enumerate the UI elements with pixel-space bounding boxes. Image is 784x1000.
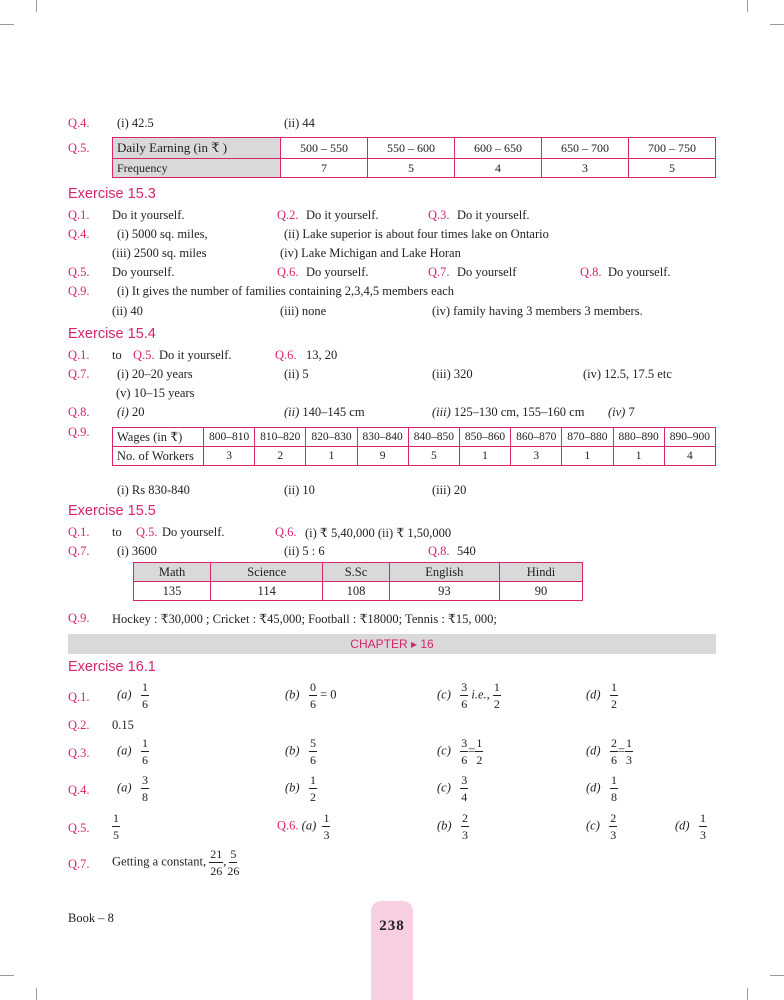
table-header-cell: Daily Earning (in ₹ ) bbox=[113, 138, 281, 159]
answer-text: Do yourself. bbox=[162, 525, 225, 539]
answer-text: (iv) family having 3 members 3 members. bbox=[432, 304, 643, 318]
answer-text: to bbox=[112, 525, 122, 539]
answer-text: to bbox=[112, 348, 122, 362]
answer-text: (v) 10–15 years bbox=[116, 386, 195, 400]
answer-index: (c) bbox=[437, 780, 451, 795]
answer-text: (i) 42.5 bbox=[117, 116, 154, 130]
answer-text: (iv) Lake Michigan and Lake Horan bbox=[280, 246, 461, 260]
table-header-cell: Math bbox=[134, 563, 211, 582]
answer-index: (c) bbox=[437, 743, 451, 758]
table-cell: 135 bbox=[134, 582, 211, 601]
table-cell: 870–880 bbox=[562, 428, 613, 447]
question-label: Q.8. bbox=[68, 405, 90, 419]
question-label: Q.1. bbox=[68, 348, 90, 362]
answer-text: (iii) none bbox=[280, 304, 327, 318]
answer-item bbox=[117, 681, 149, 710]
question-label: Q.6. bbox=[275, 525, 297, 539]
answer-index: (b) bbox=[285, 743, 300, 758]
answer-text: (ii) 5 bbox=[284, 367, 309, 381]
question-label: Q.2. bbox=[68, 718, 90, 732]
question-label: Q.3. bbox=[428, 208, 450, 222]
answer-text: (iii) 2500 sq. miles bbox=[112, 246, 207, 260]
table-cell: 5 bbox=[408, 447, 459, 466]
fraction bbox=[141, 737, 149, 766]
answer-item bbox=[437, 774, 468, 803]
numerator: 1 bbox=[141, 680, 148, 694]
denominator: 6 bbox=[309, 697, 316, 711]
equation-text: = 0 bbox=[320, 687, 337, 702]
answer-index: (a) bbox=[117, 687, 132, 702]
question-label: Q.1. bbox=[68, 208, 90, 222]
answer-index: (b) bbox=[437, 818, 452, 833]
denominator: 3 bbox=[323, 828, 330, 842]
answer-text: Do yourself bbox=[457, 265, 517, 279]
answer-item bbox=[437, 812, 469, 841]
answer-item bbox=[285, 681, 337, 710]
fraction bbox=[309, 737, 317, 766]
crop-mark bbox=[770, 975, 784, 976]
comma: , bbox=[223, 854, 227, 869]
fraction bbox=[322, 812, 330, 841]
fraction bbox=[493, 681, 501, 710]
fraction bbox=[112, 812, 120, 841]
numerator: 1 bbox=[626, 736, 633, 750]
table-header-cell: Science bbox=[211, 563, 323, 582]
question-label: Q.5. bbox=[133, 348, 155, 362]
question-label: Q.9. bbox=[68, 425, 90, 439]
crop-mark bbox=[770, 24, 784, 25]
question-label: Q.6. bbox=[277, 265, 299, 279]
numerator: 1 bbox=[113, 811, 119, 825]
fraction bbox=[141, 681, 149, 710]
numerator: 1 bbox=[610, 773, 617, 787]
table-cell: 114 bbox=[211, 582, 323, 601]
answer-index: (d) bbox=[675, 818, 690, 833]
answer-item bbox=[586, 737, 633, 766]
denominator: 4 bbox=[461, 790, 468, 804]
table-cell: 5 bbox=[629, 159, 716, 178]
answer-text: (i) ₹ 5,40,000 (ii) ₹ 1,50,000 bbox=[305, 526, 452, 540]
question-label: Q.4. bbox=[68, 227, 90, 241]
denominator: 8 bbox=[610, 790, 617, 804]
answer-text: (ii) 40 bbox=[112, 304, 143, 318]
answer-text: Getting a constant, bbox=[112, 854, 207, 869]
question-label: Q.5. bbox=[68, 821, 90, 835]
question-label: Q.9. bbox=[68, 284, 90, 298]
exercise-heading: Exercise 15.4 bbox=[68, 326, 156, 342]
table-header-cell: English bbox=[389, 563, 499, 582]
denominator: 6 bbox=[309, 753, 316, 767]
subject-marks-table bbox=[133, 562, 583, 601]
denominator: 6 bbox=[461, 753, 468, 767]
denominator: 2 bbox=[476, 753, 483, 767]
denominator: 3 bbox=[610, 828, 617, 842]
answer-text: (i) Rs 830-840 bbox=[117, 483, 190, 497]
table-cell: 1 bbox=[459, 447, 510, 466]
answer-text: (i) 5000 sq. miles, bbox=[117, 227, 208, 241]
numerator: 1 bbox=[323, 811, 330, 825]
table-cell: 800–810 bbox=[204, 428, 255, 447]
denominator: 26 bbox=[227, 864, 240, 878]
table-cell: 93 bbox=[389, 582, 499, 601]
answer-index: (c) bbox=[586, 818, 600, 833]
table-header-cell: Frequency bbox=[113, 159, 281, 178]
fraction bbox=[610, 681, 618, 710]
answer-text: 13, 20 bbox=[306, 348, 338, 362]
answer-text: (i) It gives the number of families containing 2,3,4,5 members each bbox=[117, 284, 455, 298]
fraction bbox=[699, 812, 707, 841]
answer-item bbox=[277, 812, 330, 841]
answer-text: Do yourself. bbox=[608, 265, 671, 279]
table-cell: 3 bbox=[204, 447, 255, 466]
numerator: 21 bbox=[210, 847, 223, 861]
fraction bbox=[309, 681, 317, 710]
answer-item bbox=[117, 405, 144, 420]
fraction bbox=[461, 812, 469, 841]
answer-text: (ii) 5 : 6 bbox=[284, 544, 325, 558]
answer-index: (iii) bbox=[432, 405, 451, 419]
numerator: 1 bbox=[309, 773, 316, 787]
question-label: Q.5. bbox=[136, 525, 158, 539]
table-cell: 550 – 600 bbox=[368, 138, 455, 159]
page-number: 238 bbox=[379, 918, 405, 934]
answer-text: Do it yourself. bbox=[306, 208, 379, 222]
fraction bbox=[209, 848, 223, 877]
table-cell: 860–870 bbox=[511, 428, 562, 447]
numerator: 1 bbox=[493, 680, 500, 694]
answer-item bbox=[112, 812, 120, 841]
answer-text: 7 bbox=[628, 405, 635, 419]
denominator: 5 bbox=[113, 828, 119, 842]
question-label: Q.9. bbox=[68, 611, 90, 625]
answer-text: (iv) 12.5, 17.5 etc bbox=[583, 367, 672, 381]
fraction bbox=[309, 774, 317, 803]
answer-item bbox=[437, 737, 483, 766]
denominator: 6 bbox=[461, 697, 468, 711]
answer-item bbox=[112, 848, 240, 877]
crop-mark bbox=[747, 0, 748, 12]
question-label: Q.8. bbox=[428, 544, 450, 558]
answer-text: (ii) 44 bbox=[284, 116, 315, 130]
numerator: 3 bbox=[141, 773, 148, 787]
table-cell: 1 bbox=[613, 447, 664, 466]
answer-item bbox=[285, 774, 317, 803]
table-header-cell: No. of Workers bbox=[113, 447, 204, 466]
fraction bbox=[460, 774, 468, 803]
equals-sign: = bbox=[468, 743, 476, 758]
question-label: Q.3. bbox=[68, 746, 90, 760]
crop-mark bbox=[747, 988, 748, 1000]
table-cell: 1 bbox=[562, 447, 613, 466]
table-header-cell: S.Sc bbox=[323, 563, 389, 582]
page-number-tab bbox=[371, 901, 413, 1000]
question-label: Q.5. bbox=[68, 265, 90, 279]
numerator: 3 bbox=[461, 773, 468, 787]
fraction bbox=[226, 848, 240, 877]
table-cell: 650 – 700 bbox=[542, 138, 629, 159]
denominator: 3 bbox=[461, 828, 468, 842]
fraction bbox=[610, 774, 618, 803]
table-cell: 5 bbox=[368, 159, 455, 178]
answer-text: Do it yourself. bbox=[112, 208, 185, 222]
answer-text: 540 bbox=[457, 544, 476, 558]
numerator: 3 bbox=[461, 736, 468, 750]
numerator: 1 bbox=[699, 811, 706, 825]
answer-text: (ii) Lake superior is about four times lake on Ontario bbox=[284, 227, 549, 241]
question-label: Q.2. bbox=[277, 208, 299, 222]
table-cell: 7 bbox=[281, 159, 368, 178]
numerator: 5 bbox=[230, 847, 237, 861]
crop-mark bbox=[36, 0, 37, 12]
table-row bbox=[113, 447, 716, 466]
answer-index: (iv) bbox=[608, 405, 626, 419]
chapter-banner: CHAPTER ▸ 16 bbox=[68, 634, 716, 654]
answer-text: (iii) 20 bbox=[432, 483, 467, 497]
table-cell: 1 bbox=[306, 447, 357, 466]
answer-text: (iii) 320 bbox=[432, 367, 473, 381]
book-label: Book – 8 bbox=[68, 911, 114, 925]
fraction bbox=[141, 774, 149, 803]
numerator: 2 bbox=[461, 811, 468, 825]
answer-index: (a) bbox=[117, 743, 132, 758]
answer-index: (ii) bbox=[284, 405, 300, 419]
answer-item bbox=[117, 737, 149, 766]
answer-item bbox=[586, 774, 618, 803]
table-cell: 90 bbox=[499, 582, 582, 601]
answer-item bbox=[285, 737, 317, 766]
numerator: 1 bbox=[476, 736, 483, 750]
table-cell: 9 bbox=[357, 447, 408, 466]
denominator: 6 bbox=[141, 753, 148, 767]
question-label: Q.4. bbox=[68, 116, 90, 130]
numerator: 1 bbox=[141, 736, 148, 750]
table-cell: 820–830 bbox=[306, 428, 357, 447]
fraction bbox=[475, 737, 483, 766]
table-cell: 500 – 550 bbox=[281, 138, 368, 159]
denominator: 8 bbox=[141, 790, 148, 804]
question-label: Q.8. bbox=[580, 265, 602, 279]
table-header-cell: Hindi bbox=[499, 563, 582, 582]
table-cell: 3 bbox=[542, 159, 629, 178]
question-label: Q.5. bbox=[68, 141, 90, 155]
exercise-heading: Exercise 15.3 bbox=[68, 186, 156, 202]
answer-item bbox=[586, 681, 618, 710]
answer-text: Hockey : ₹30,000 ; Cricket : ₹45,000; Football : ₹18000; Tennis : ₹15, 000; bbox=[112, 612, 497, 626]
table-cell: 4 bbox=[455, 159, 542, 178]
answer-text: 0.15 bbox=[112, 718, 134, 732]
question-label: Q.4. bbox=[68, 783, 90, 797]
table-cell: 700 – 750 bbox=[629, 138, 716, 159]
table-row bbox=[113, 428, 716, 447]
question-label: Q.6. bbox=[275, 348, 297, 362]
question-label: Q.7. bbox=[428, 265, 450, 279]
numerator: 2 bbox=[610, 811, 617, 825]
wages-table bbox=[112, 427, 716, 466]
table-cell: 830–840 bbox=[357, 428, 408, 447]
table-row bbox=[134, 563, 583, 582]
denominator: 6 bbox=[141, 697, 148, 711]
question-label: Q.6. bbox=[277, 818, 299, 833]
question-label: Q.7. bbox=[68, 367, 90, 381]
denominator: 6 bbox=[610, 753, 617, 767]
answer-index: (d) bbox=[586, 780, 601, 795]
table-cell: 3 bbox=[511, 447, 562, 466]
answer-item bbox=[675, 812, 707, 841]
answer-index: (a) bbox=[117, 780, 132, 795]
table-cell: 890–900 bbox=[664, 428, 715, 447]
crop-mark bbox=[0, 975, 14, 976]
table-row bbox=[113, 159, 716, 178]
answer-text: Do it yourself. bbox=[457, 208, 530, 222]
exercise-heading: Exercise 16.1 bbox=[68, 659, 156, 675]
answer-index: (b) bbox=[285, 780, 300, 795]
answer-text: Do yourself. bbox=[306, 265, 369, 279]
answer-text: (i) 20–20 years bbox=[117, 367, 193, 381]
answer-text: 20 bbox=[131, 405, 145, 419]
answer-index: (b) bbox=[285, 687, 300, 702]
answer-index: (a) bbox=[301, 818, 317, 833]
crop-mark bbox=[0, 24, 14, 25]
numerator: 0 bbox=[309, 680, 316, 694]
table-cell: 810–820 bbox=[255, 428, 306, 447]
answer-text: Do yourself. bbox=[112, 265, 175, 279]
numerator: 1 bbox=[610, 680, 617, 694]
table-row bbox=[134, 582, 583, 601]
table-cell: 880–890 bbox=[613, 428, 664, 447]
answer-item bbox=[608, 405, 635, 420]
question-label: Q.7. bbox=[68, 544, 90, 558]
answer-item bbox=[117, 774, 149, 803]
denominator: 26 bbox=[210, 864, 223, 878]
fraction bbox=[625, 737, 633, 766]
denominator: 2 bbox=[309, 790, 316, 804]
answer-index: (d) bbox=[586, 687, 601, 702]
denominator: 2 bbox=[610, 697, 617, 711]
answer-index: (c) bbox=[437, 687, 451, 702]
answer-index: (i) bbox=[117, 405, 129, 419]
answer-item bbox=[432, 405, 584, 420]
question-label: Q.1. bbox=[68, 690, 90, 704]
numerator: 2 bbox=[610, 736, 617, 750]
table-cell: 4 bbox=[664, 447, 715, 466]
table-header-cell: Wages (in ₹) bbox=[113, 428, 204, 447]
table-cell: 600 – 650 bbox=[455, 138, 542, 159]
equals-sign: = bbox=[617, 743, 626, 758]
answer-item bbox=[284, 405, 365, 420]
exercise-heading: Exercise 15.5 bbox=[68, 503, 156, 519]
fraction bbox=[610, 737, 618, 766]
question-label: Q.1. bbox=[68, 525, 90, 539]
table-cell: 108 bbox=[323, 582, 389, 601]
question-label: Q.7. bbox=[68, 857, 90, 871]
answer-index: (d) bbox=[586, 743, 601, 758]
table-cell: 2 bbox=[255, 447, 306, 466]
answer-text: 140–145 cm bbox=[302, 405, 365, 419]
answer-item bbox=[586, 812, 617, 841]
denominator: 3 bbox=[626, 753, 633, 767]
answer-text: (i) 3600 bbox=[117, 544, 157, 558]
answer-item bbox=[437, 681, 501, 710]
numerator: 3 bbox=[461, 680, 468, 694]
denominator: 2 bbox=[493, 697, 500, 711]
table-cell: 840–850 bbox=[408, 428, 459, 447]
ie-text: i.e., bbox=[471, 687, 490, 702]
numerator: 5 bbox=[309, 736, 316, 750]
denominator: 3 bbox=[699, 828, 706, 842]
crop-mark bbox=[36, 988, 37, 1000]
table-cell: 850–860 bbox=[459, 428, 510, 447]
answer-text: 125–130 cm, 155–160 cm bbox=[453, 405, 585, 419]
answer-text: (ii) 10 bbox=[284, 483, 315, 497]
daily-earning-table bbox=[112, 137, 716, 178]
fraction bbox=[609, 812, 617, 841]
fraction bbox=[460, 681, 468, 710]
table-row bbox=[113, 138, 716, 159]
answer-text: Do it yourself. bbox=[159, 348, 232, 362]
